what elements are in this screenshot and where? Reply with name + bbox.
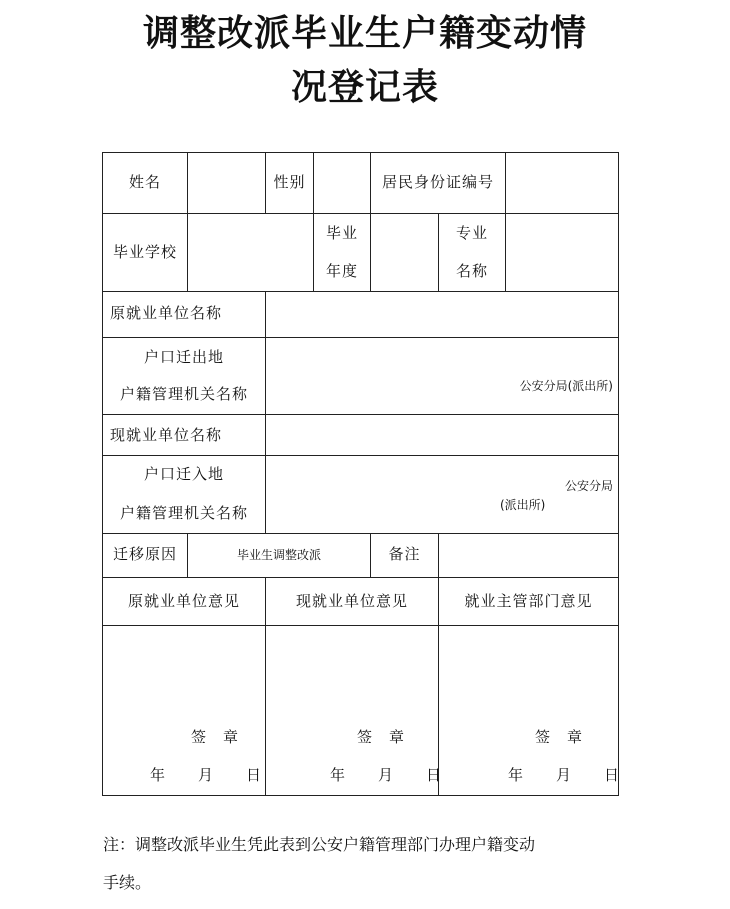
current-employer-label: 现就业单位名称 [110,426,223,444]
seal-label: 签 章 [357,728,406,746]
id-number-label: 居民身份证编号 [381,173,494,191]
current-employer-field[interactable] [266,415,618,455]
footnote-line-1: 注：调整改派毕业生凭此表到公安户籍管理部门办理户籍变动 [103,835,536,854]
name-field[interactable] [188,153,265,213]
migration-reason-value: 毕业生调整改派 [236,548,321,562]
gender-field[interactable] [314,153,370,213]
school-label: 毕业学校 [112,243,177,261]
school-field[interactable] [188,214,313,291]
hukou-in-suffix-line-1: 公安分局 [564,479,613,493]
id-number-field[interactable] [506,153,618,213]
date-label: 年 月 日 [330,766,443,784]
hukou-in-label-line-1: 户口迁入地 [143,465,224,483]
remarks-field[interactable] [439,534,618,577]
original-employer-field[interactable] [266,292,618,337]
date-label: 年 月 日 [150,766,263,784]
footnote-line-2: 手续。 [103,873,152,892]
original-employer-label: 原就业单位名称 [110,304,223,322]
major-label-line-1: 专业 [455,224,488,242]
column-divider [313,213,314,292]
date-label: 年 月 日 [508,766,621,784]
page-title-line-1: 调整改派毕业生户籍变动情 [142,13,587,54]
hukou-out-authority-field[interactable] [266,338,618,414]
hukou-in-authority-field[interactable] [266,456,618,533]
table-border-right [618,152,619,796]
hukou-out-suffix: 公安分局(派出所) [519,379,613,393]
major-field[interactable] [506,214,618,291]
hukou-in-suffix-line-2: (派出所) [500,498,546,512]
gender-label: 性别 [273,173,306,191]
name-label: 姓名 [128,173,161,191]
column-divider [438,213,439,292]
employment-dept-opinion-header: 就业主管部门意见 [464,592,593,610]
seal-label: 签 章 [191,728,240,746]
grad-year-label-line-2: 年度 [325,262,358,280]
hukou-out-label-line-1: 户口迁出地 [143,348,224,366]
migration-reason-label: 迁移原因 [112,545,177,563]
remarks-label: 备注 [388,545,421,563]
table-border-bottom [102,795,619,796]
grad-year-field[interactable] [371,214,438,291]
hukou-out-label-line-2: 户籍管理机关名称 [119,385,248,403]
original-employer-opinion-header: 原就业单位意见 [127,592,240,610]
row-divider [102,577,619,578]
major-label-line-2: 名称 [455,262,488,280]
hukou-in-label-line-2: 户籍管理机关名称 [119,504,248,522]
seal-label: 签 章 [535,728,584,746]
page-title-line-2: 况登记表 [290,67,439,108]
grad-year-label-line-1: 毕业 [325,224,358,242]
current-employer-opinion-header: 现就业单位意见 [295,592,408,610]
